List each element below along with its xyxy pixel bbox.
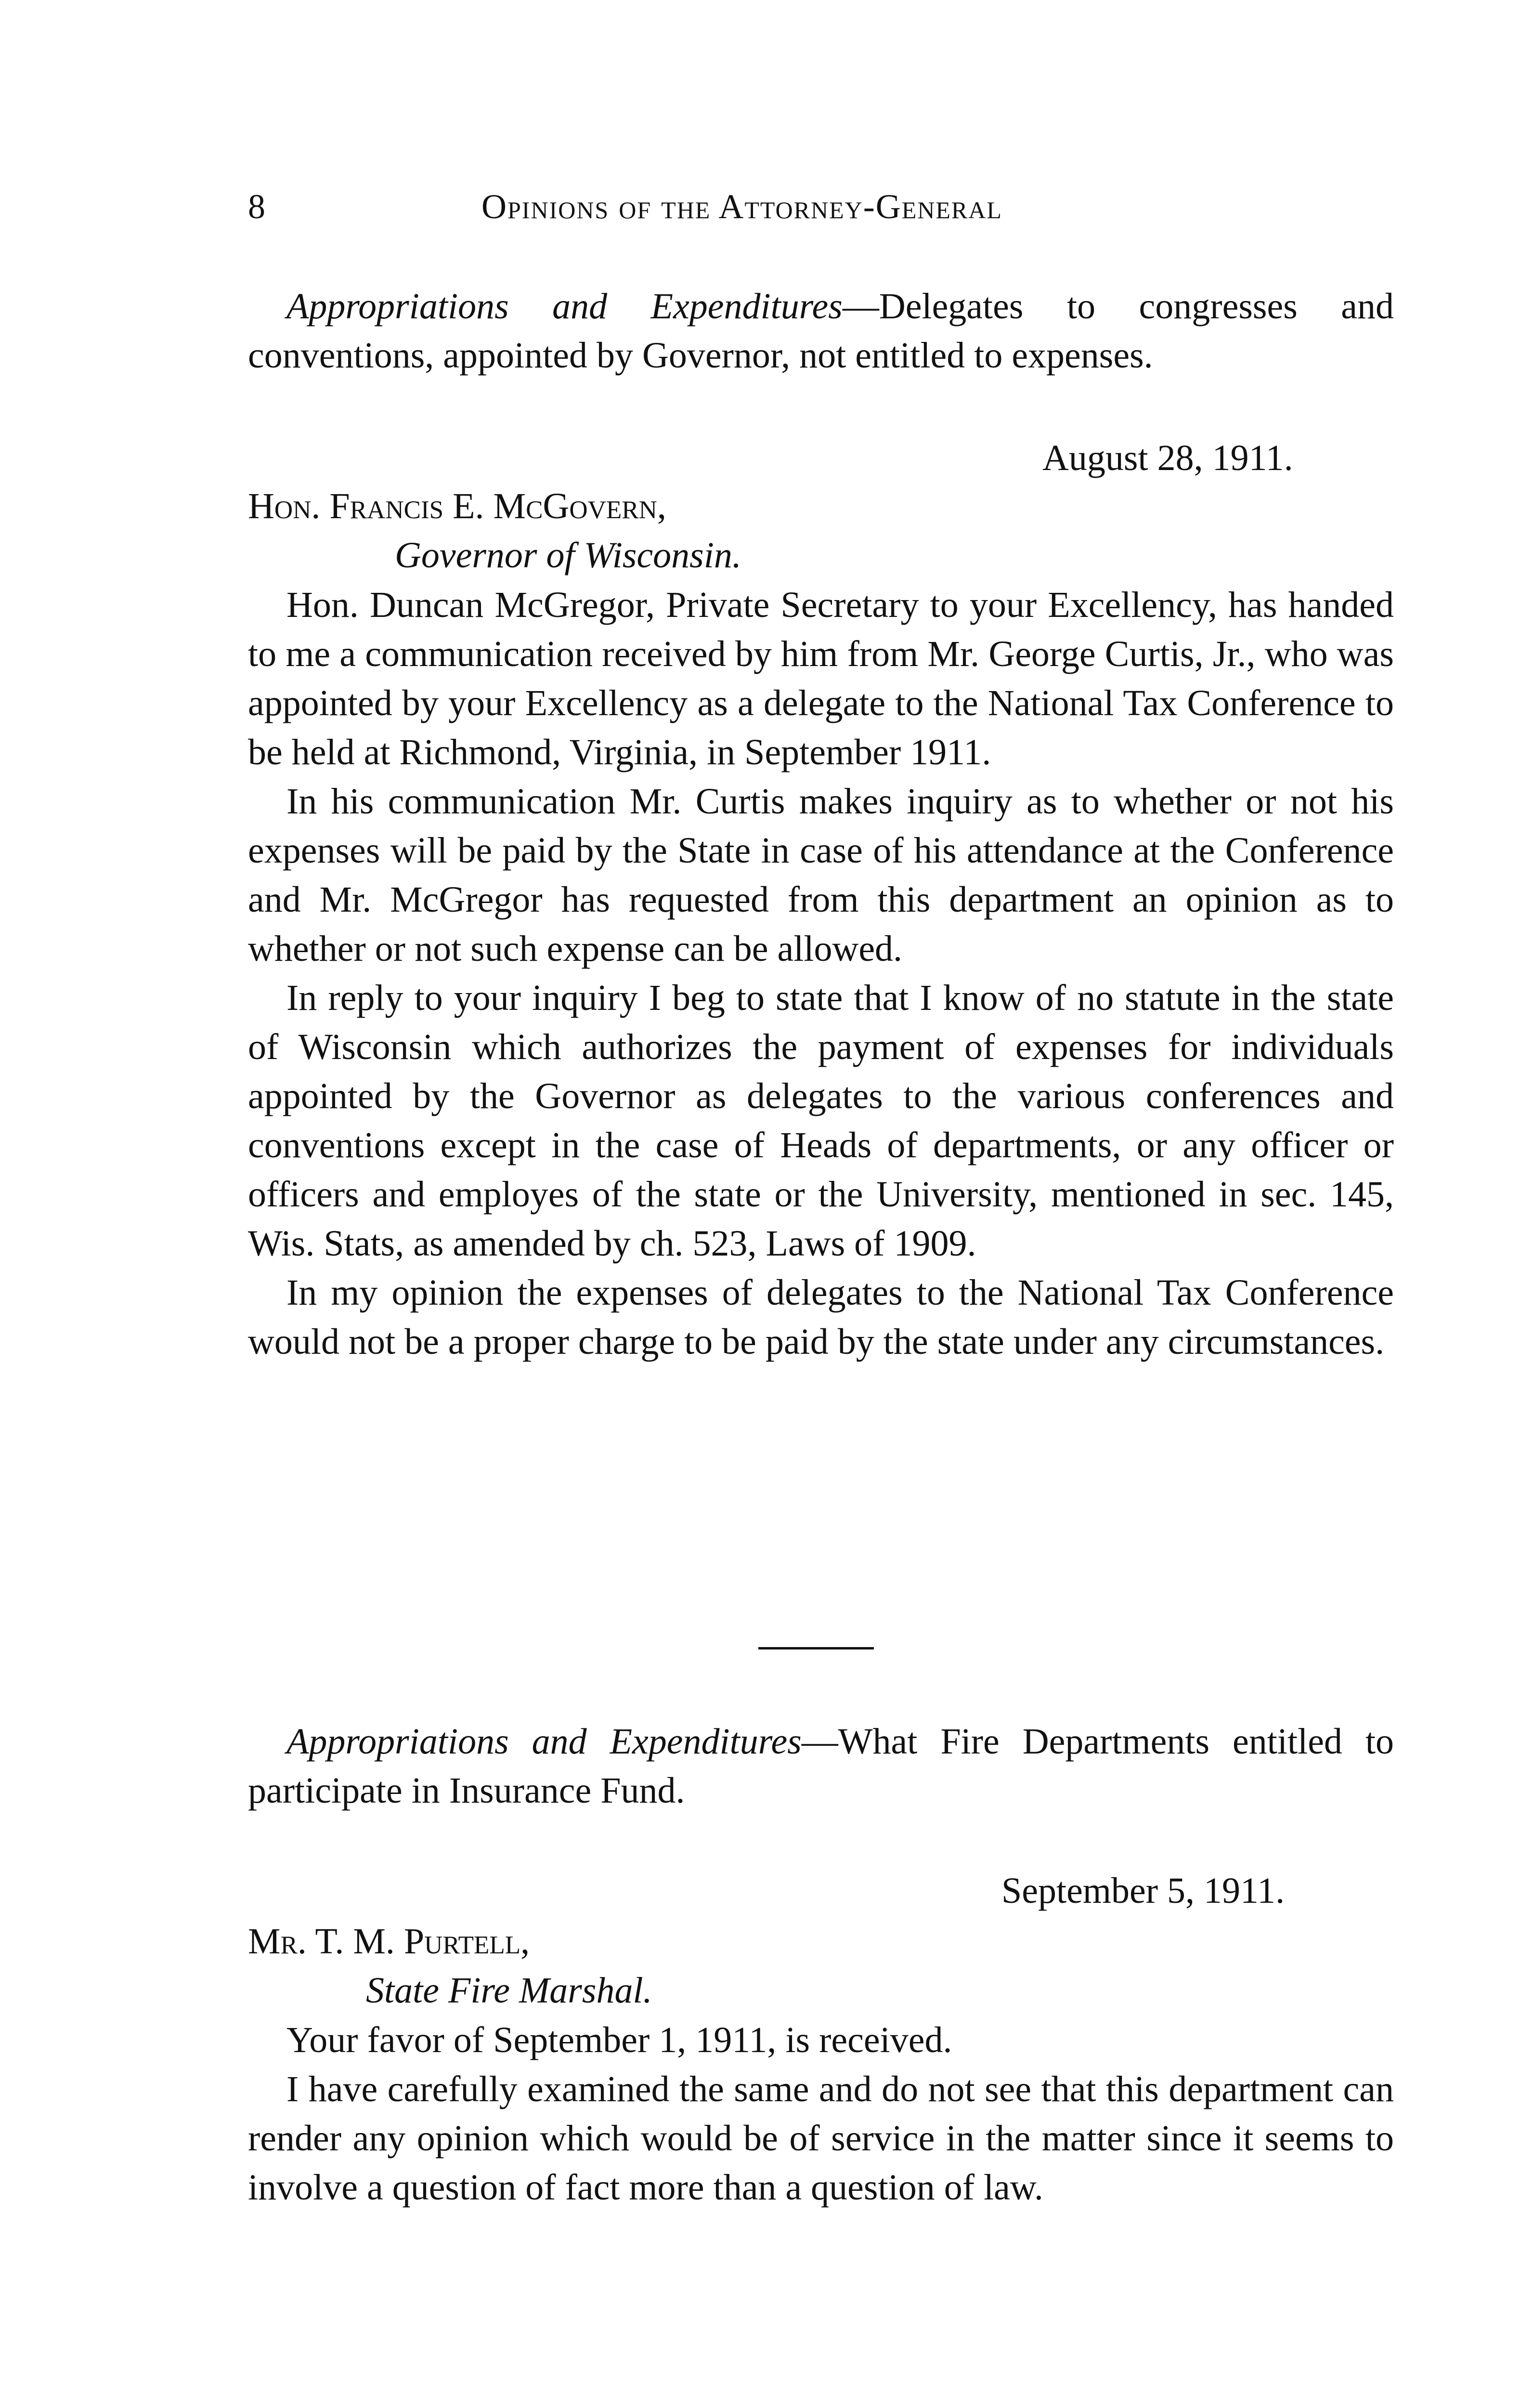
running-head: Opinions of the Attorney-General	[481, 187, 1002, 226]
paragraph: In his communication Mr. Curtis makes inquiry as to whether or not his expenses will be paid by the State in case of his attendance at the Conference and Mr. McGregor has requested from this department an opinion as to whether or not such expense can be allowed.	[248, 781, 1394, 969]
addressee-title: State Fire Marshal.	[366, 1970, 652, 2011]
opinion-1-headnote	[248, 282, 1394, 380]
paragraph: In my opinion the expenses of delegates to the National Tax Conference would not be a proper charge to be paid by the state under any circumstances.	[248, 1272, 1394, 1362]
opinion-2-headnote	[248, 1717, 1394, 1815]
paragraph: I have carefully examined the same and do not see that this department can render any opinion which would be of service in the matter since it seems to involve a question of fact more than a question of law.	[248, 2069, 1394, 2208]
opinion-1-addressee	[248, 482, 741, 580]
opinion-1-body	[248, 580, 1394, 1366]
headnote-title: Appropriations and Expenditures	[286, 286, 843, 327]
addressee-name: Hon. Francis E. McGovern,	[248, 486, 666, 526]
page-number: 8	[248, 187, 265, 226]
paragraph: In reply to your inquiry I beg to state that I know of no statute in the state of Wisconsin which authorizes the payment of expenses for individuals appointed by the Governor as delegates to the various conferences and conventions except in the case of Heads of departments, or any officer or officers and employes of the state or the University, mentioned in sec. 145, Wis. Stats, as amended by ch. 523, Laws of 1909.	[248, 978, 1394, 1264]
opinion-2-date: September 5, 1911.	[1001, 1871, 1285, 1911]
opinion-2-addressee	[248, 1917, 652, 2015]
addressee-name: Mr. T. M. Purtell,	[248, 1921, 530, 1962]
headnote-text: —What Fire Departments entitled to participate in Insurance Fund.	[248, 1721, 1394, 1811]
opinion-2-body	[248, 2015, 1394, 2212]
addressee-title: Governor of Wisconsin.	[395, 535, 741, 576]
paragraph: Hon. Duncan McGregor, Private Secretary to your Excellency, has handed to me a communication received by him from Mr. George Curtis, Jr., who was appointed by your Excellency as a delegate to the National Tax Conference to be held at Richmond, Virginia, in September 1911.	[248, 585, 1394, 772]
opinion-1-date: August 28, 1911.	[1042, 438, 1293, 478]
page-header	[248, 187, 1346, 240]
paragraph: Your favor of September 1, 1911, is received.	[286, 2020, 952, 2060]
headnote-title: Appropriations and Expenditures	[286, 1721, 802, 1762]
headnote-text: —Delegates to congresses and conventions, appointed by Governor, not entitled to expenses.	[248, 286, 1394, 376]
section-divider	[758, 1647, 874, 1649]
